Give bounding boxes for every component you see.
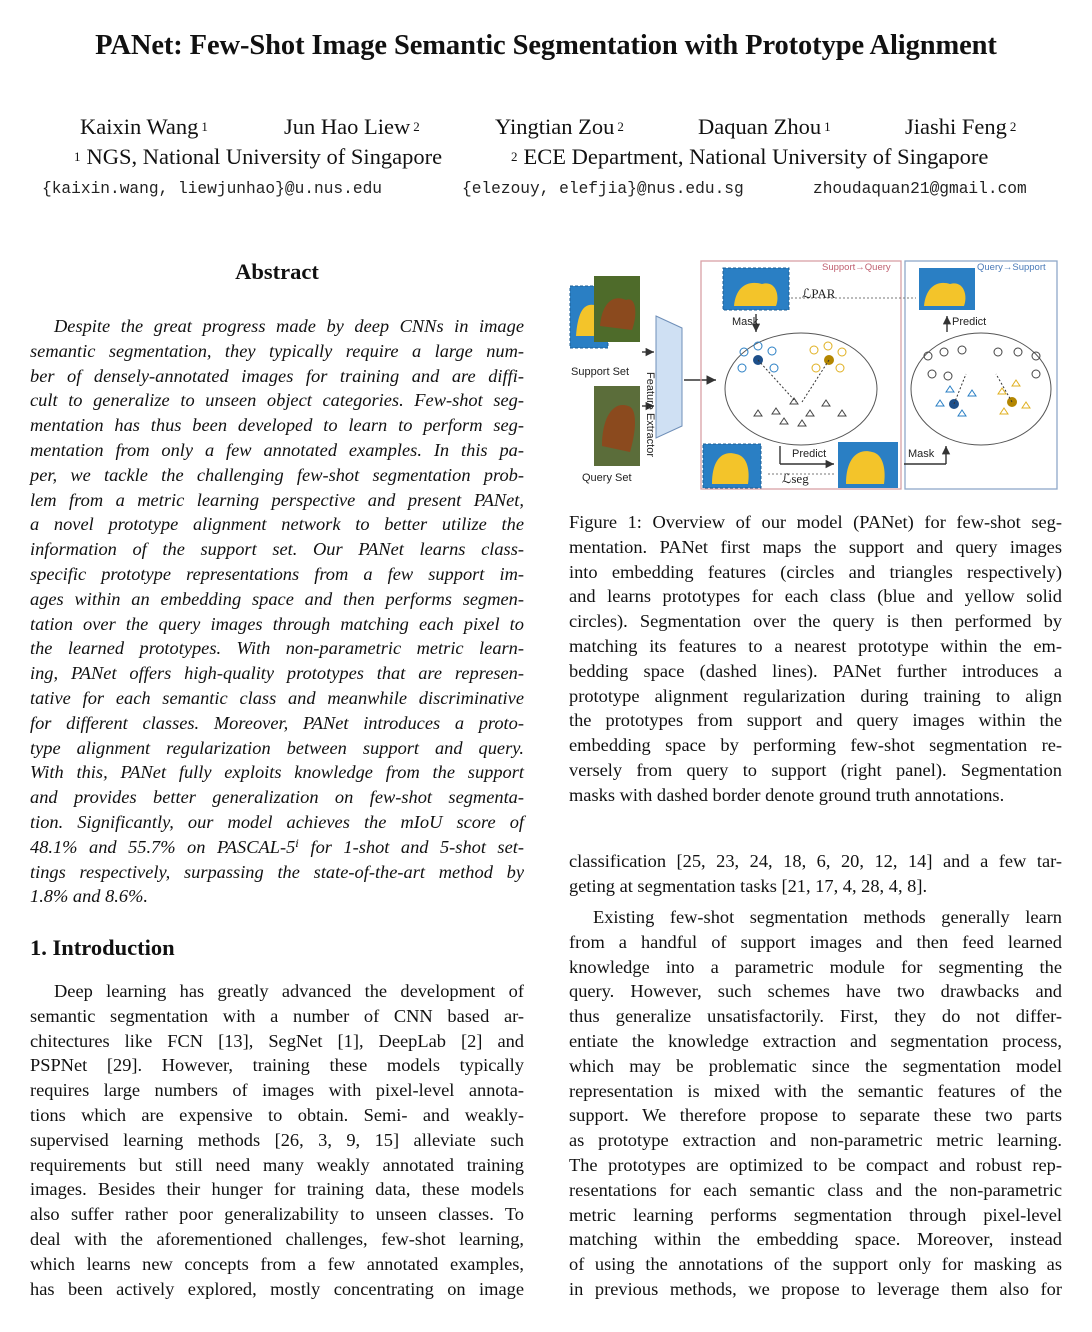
text-line: With this, PANet fully exploits knowledge from the support xyxy=(30,762,524,783)
text-line: support. We therefore propose to separate these two parts xyxy=(569,1105,1062,1126)
author-1: Kaixin Wang $^1$ xyxy=(80,114,208,139)
text-line: requirements but still need many weakly annotated training xyxy=(30,1154,524,1175)
text-line: which learns new concepts from a few annotated examples, xyxy=(30,1253,524,1274)
text-line: 48.1% and 55.7% on PASCAL-5ⁱ for 1-shot and 5-shot set- xyxy=(30,836,524,857)
query-set-label: Query Set xyxy=(582,472,632,484)
predict-label-bottom: Predict xyxy=(792,448,827,460)
text-line: ages within an embedding space and then performs segmen- xyxy=(30,588,524,609)
text-line: supervised learning methods [26, 3, 9, 15] alleviate such xyxy=(30,1129,524,1150)
support-set-label: Support Set xyxy=(571,366,630,378)
text-line: lem from a metric learning perspective and present PANet, xyxy=(30,489,524,510)
text-line: matching its features to a nearest prototype within the em- xyxy=(569,635,1062,656)
text-line: deal with the aforementioned challenges, few-shot learning, xyxy=(30,1228,524,1249)
text-line: as prototype extraction and non-parametric metric learning. xyxy=(569,1130,1062,1151)
text-line: in previous methods, we propose to leverage them also for xyxy=(569,1278,1062,1299)
text-line: tion. Significantly, our model achieves the mIoU score of xyxy=(30,811,524,832)
mask-label-top: Mask xyxy=(732,316,759,328)
predict-label-top: Predict xyxy=(952,316,987,328)
text-line: representation is mixed with the semantic features of the xyxy=(569,1080,1062,1101)
text-line: mentation. PANet first maps the support and query images xyxy=(569,536,1062,557)
text-line: for different classes. Moreover, PANet introduces a proto- xyxy=(30,712,524,733)
text-line: Figure 1: Overview of our model (PANet) for few-shot seg- xyxy=(569,512,1062,532)
text-line: thus generalize unsatisfactorily. First, they do not differ- xyxy=(569,1006,1062,1027)
text-line: mentation has thus been developed to learn to perform seg- xyxy=(30,415,524,436)
support-to-query-label: Support→Query xyxy=(822,262,891,273)
paper-title: PANet: Few-Shot Image Semantic Segmentation with Prototype Alignment xyxy=(95,30,997,61)
author-2: Jun Hao Liew $^2$ xyxy=(284,114,420,139)
text-line: Existing few-shot segmentation methods generally learn xyxy=(593,907,1062,927)
query-image xyxy=(594,386,640,466)
loss-seg-label: ℒseg xyxy=(782,471,809,486)
text-line: PSPNet [29]. However, training these models typically xyxy=(30,1055,524,1076)
text-line: Despite the great progress made by deep CNNs in image xyxy=(54,316,524,336)
text-line: resentations for each semantic class and the non-parametric xyxy=(569,1179,1062,1200)
text-line: ber of densely-annotated images for training and are diffi- xyxy=(30,365,524,386)
email-1: {kaixin.wang, liewjunhao}@u.nus.edu xyxy=(42,180,382,198)
text-line: of using the annotations of the support only for masking as xyxy=(569,1254,1062,1275)
feature-extractor-label: Feature Extractor xyxy=(644,372,656,457)
text-line: also suffer rather poor generalizability to unseen classes. To xyxy=(30,1204,524,1225)
author-4: Daquan Zhou $^1$ xyxy=(698,114,831,139)
text-line: semantic segmentation, they typically require a large num- xyxy=(30,340,524,361)
mask-label-bottom: Mask xyxy=(908,448,935,460)
text-line: tation over the query images through matching each pixel to xyxy=(30,613,524,634)
text-line: information of the support set. Our PANet learns class- xyxy=(30,539,524,560)
text-line: tings respectively, surpassing the state-of-the-art method by xyxy=(30,861,524,882)
text-line: from a handful of support images and then feed learned xyxy=(569,931,1062,952)
text-line: 1.8% and 8.6%. xyxy=(30,886,148,907)
text-line: metric learning performs segmentation through pixel-level xyxy=(569,1204,1062,1225)
query-to-support-label: Query→Support xyxy=(977,262,1046,273)
text-line: a novel prototype alignment network to better utilize the xyxy=(30,514,524,535)
email-3: zhoudaquan21@gmail.com xyxy=(813,180,1027,198)
author-5: Jiashi Feng $^2$ xyxy=(905,114,1017,139)
text-line: and provides better generalization on few-shot segmenta- xyxy=(30,787,524,808)
right-column-paragraph-2 xyxy=(569,905,1062,1302)
text-line: masks with dashed border denote ground truth annotations. xyxy=(569,784,1005,805)
text-line: geting at segmentation tasks [21, 17, 4, 28, 4, 8]. xyxy=(569,875,928,896)
text-line: knowledge into a parametric module for segmenting the xyxy=(569,956,1062,977)
text-line: the learned prototypes. With non-parametric metric learn- xyxy=(30,638,524,659)
text-line: images. Besides their hunger for training data, these models xyxy=(30,1179,524,1200)
section-heading-introduction: 1. Introduction xyxy=(30,935,175,960)
text-line: The prototypes are optimized to be compact and robust rep- xyxy=(569,1154,1062,1175)
email-2: {elezouy, elefjia}@nus.edu.sg xyxy=(462,180,744,198)
text-line: which may be problematic since the segmentation model xyxy=(569,1055,1062,1076)
text-line: embedding space by performing few-shot segmentation re- xyxy=(569,735,1062,756)
text-line: semantic segmentation with a number of CNN based ar- xyxy=(30,1005,524,1026)
text-line: into embedding features (circles and triangles respectively) xyxy=(569,561,1062,582)
support-image-2 xyxy=(594,276,640,342)
text-line: Deep learning has greatly advanced the development of xyxy=(54,981,524,1001)
affiliation-1: $^1$ NGS, National University of Singapore xyxy=(74,144,443,169)
text-line: the prototypes from support and query images within the xyxy=(569,710,1062,731)
figure-1 xyxy=(566,256,1062,494)
right-column-paragraph-1 xyxy=(569,849,1062,899)
text-line: specific prototype representations from a few support im- xyxy=(30,563,524,584)
affiliation-2: $^2$ ECE Department, National University of Singapore xyxy=(511,144,989,169)
figure-1-caption xyxy=(569,510,1062,808)
abstract-heading: Abstract xyxy=(235,259,319,284)
text-line: tative for each semantic class and meanwhile discriminative xyxy=(30,687,524,708)
text-line: versely from query to support (right panel). Segmentation xyxy=(569,759,1062,780)
text-line: ing, PANet offers high-quality prototypes that are represen- xyxy=(30,663,524,684)
text-line: classification [25, 23, 24, 18, 6, 20, 12, 14] and a few tar- xyxy=(569,851,1062,871)
text-line: query. However, such schemes have two drawbacks and xyxy=(569,981,1062,1002)
text-line: chitectures like FCN [13], SegNet [1], DeepLab [2] and xyxy=(30,1030,524,1051)
text-line: has been actively explored, mostly concentrating on image xyxy=(30,1278,524,1299)
text-line: type alignment regularization between support and query. xyxy=(30,737,524,758)
text-line: bedding space (dashed lines). PANet further introduces a xyxy=(569,660,1062,681)
text-line: mentation from only a few annotated examples. In this pa- xyxy=(30,439,524,460)
text-line: requires large numbers of images with pixel-level annota- xyxy=(30,1080,524,1101)
introduction-body xyxy=(30,979,524,1301)
author-3: Yingtian Zou $^2$ xyxy=(495,114,624,139)
text-line: matching within the embedding space. Moreover, instead xyxy=(569,1229,1062,1250)
text-line: prototype alignment regularization during training to align xyxy=(569,685,1062,706)
abstract-body xyxy=(30,314,524,909)
text-line: tions which are expensive to obtain. Semi- and weakly- xyxy=(30,1104,524,1125)
text-line: cult to generalize to unseen object categories. Few-shot seg- xyxy=(30,390,524,411)
text-line: and learns prototypes for each class (blue and yellow solid xyxy=(569,586,1062,607)
text-line: circles). Segmentation over the query is then performed by xyxy=(569,611,1062,632)
text-line: entiate the knowledge extraction and segmentation process, xyxy=(569,1030,1062,1051)
text-line: per, we tackle the challenging few-shot segmentation prob- xyxy=(30,464,524,485)
loss-par-label: ℒPAR xyxy=(802,286,836,301)
